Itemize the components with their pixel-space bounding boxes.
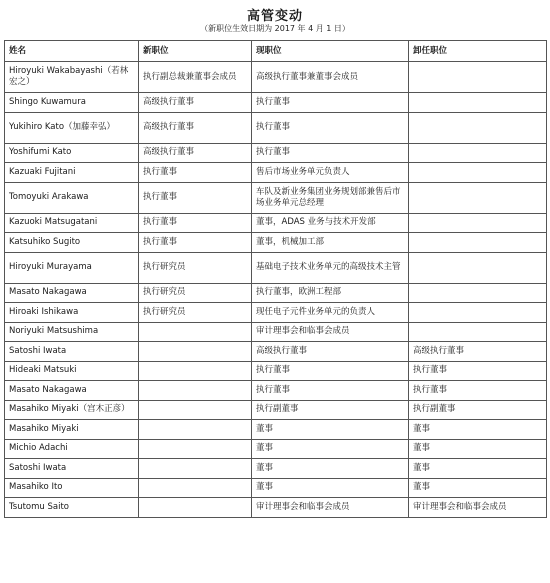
page-title: 高管变动 xyxy=(246,9,303,24)
cell-name: Masato Nakagawa xyxy=(5,283,139,303)
cell-former-position: 董事 xyxy=(409,439,547,459)
cell-current-position: 基础电子技术业务单元的高级技术主管 xyxy=(252,252,409,283)
table-row xyxy=(5,233,547,253)
cell-name: Tsutomu Saito xyxy=(5,498,139,518)
cell-former-position: 董事 xyxy=(409,478,547,498)
cell-new-position xyxy=(139,459,252,479)
executive-changes-table xyxy=(4,40,547,518)
cell-former-position xyxy=(409,62,547,93)
cell-former-position: 执行董事 xyxy=(409,381,547,401)
cell-former-position: 审计理事会和临事会成员 xyxy=(409,498,547,518)
cell-former-position xyxy=(409,252,547,283)
cell-current-position: 审计理事会和临事会成员 xyxy=(252,322,409,342)
cell-new-position: 高级执行董事 xyxy=(139,93,252,113)
cell-current-position: 车队及新业务集团业务规划部兼售后市场业务单元总经理 xyxy=(252,182,409,213)
table-row xyxy=(5,143,547,163)
table-row xyxy=(5,112,547,143)
cell-current-position: 董事 xyxy=(252,478,409,498)
table-row xyxy=(5,182,547,213)
table-row xyxy=(5,62,547,93)
cell-new-position xyxy=(139,342,252,362)
table-row xyxy=(5,439,547,459)
cell-current-position: 审计理事会和临事会成员 xyxy=(252,498,409,518)
cell-new-position xyxy=(139,361,252,381)
cell-current-position: 董事 xyxy=(252,439,409,459)
cell-new-position: 执行研究员 xyxy=(139,303,252,323)
cell-former-position xyxy=(409,303,547,323)
cell-current-position: 董事，机械加工部 xyxy=(252,233,409,253)
header-new-position: 新职位 xyxy=(139,41,252,62)
cell-name: Shingo Kuwamura xyxy=(5,93,139,113)
cell-former-position xyxy=(409,112,547,143)
cell-name: Kazuoki Matsugatani xyxy=(5,213,139,233)
header-current-position: 现职位 xyxy=(252,41,409,62)
page-subtitle: （新职位生效日期为 2017 年 4 月 1 日） xyxy=(200,24,350,33)
cell-former-position: 董事 xyxy=(409,420,547,440)
cell-former-position xyxy=(409,143,547,163)
cell-former-position: 董事 xyxy=(409,459,547,479)
table-row xyxy=(5,478,547,498)
cell-new-position: 高级执行董事 xyxy=(139,143,252,163)
cell-name: Hiroyuki Wakabayashi（若林宏之） xyxy=(5,62,139,93)
cell-name: Yoshifumi Kato xyxy=(5,143,139,163)
table-row xyxy=(5,322,547,342)
cell-former-position xyxy=(409,163,547,183)
cell-new-position: 高级执行董事 xyxy=(139,112,252,143)
table-row xyxy=(5,498,547,518)
cell-new-position: 执行董事 xyxy=(139,213,252,233)
cell-former-position: 执行副董事 xyxy=(409,400,547,420)
cell-name: Hiroyuki Murayama xyxy=(5,252,139,283)
table-row xyxy=(5,420,547,440)
cell-former-position xyxy=(409,233,547,253)
cell-current-position: 董事 xyxy=(252,420,409,440)
cell-new-position xyxy=(139,439,252,459)
cell-former-position xyxy=(409,213,547,233)
cell-current-position: 董事，ADAS 业务与技术开发部 xyxy=(252,213,409,233)
cell-new-position: 执行副总裁兼董事会成员 xyxy=(139,62,252,93)
cell-former-position xyxy=(409,182,547,213)
cell-name: Michio Adachi xyxy=(5,439,139,459)
cell-current-position: 执行董事 xyxy=(252,93,409,113)
table-row xyxy=(5,283,547,303)
table-row xyxy=(5,342,547,362)
table-row xyxy=(5,400,547,420)
cell-current-position: 执行董事，欧洲工程部 xyxy=(252,283,409,303)
cell-name: Tomoyuki Arakawa xyxy=(5,182,139,213)
table-row xyxy=(5,93,547,113)
table-row xyxy=(5,163,547,183)
table-row xyxy=(5,213,547,233)
cell-current-position: 高级执行董事 xyxy=(252,342,409,362)
cell-new-position: 执行董事 xyxy=(139,233,252,253)
header-name: 姓名 xyxy=(5,41,139,62)
cell-new-position: 执行研究员 xyxy=(139,283,252,303)
cell-new-position xyxy=(139,478,252,498)
cell-current-position: 执行副董事 xyxy=(252,400,409,420)
cell-former-position xyxy=(409,283,547,303)
cell-name: Masato Nakagawa xyxy=(5,381,139,401)
cell-new-position xyxy=(139,322,252,342)
cell-name: Satoshi Iwata xyxy=(5,459,139,479)
cell-new-position: 执行董事 xyxy=(139,163,252,183)
cell-name: Masahiko Miyaki（宫木正彦） xyxy=(5,400,139,420)
cell-new-position xyxy=(139,381,252,401)
cell-name: Hideaki Matsuki xyxy=(5,361,139,381)
cell-former-position: 执行董事 xyxy=(409,361,547,381)
cell-new-position: 执行研究员 xyxy=(139,252,252,283)
cell-former-position xyxy=(409,322,547,342)
cell-current-position: 现任电子元件业务单元的负责人 xyxy=(252,303,409,323)
cell-new-position: 执行董事 xyxy=(139,182,252,213)
cell-current-position: 执行董事 xyxy=(252,381,409,401)
cell-current-position: 执行董事 xyxy=(252,361,409,381)
cell-name: Noriyuki Matsushima xyxy=(5,322,139,342)
cell-current-position: 执行董事 xyxy=(252,112,409,143)
cell-name: Masahiko Ito xyxy=(5,478,139,498)
cell-new-position xyxy=(139,400,252,420)
cell-name: Satoshi Iwata xyxy=(5,342,139,362)
cell-name: Masahiko Miyaki xyxy=(5,420,139,440)
cell-current-position: 售后市场业务单元负责人 xyxy=(252,163,409,183)
table-header-row xyxy=(5,41,547,62)
table-row xyxy=(5,381,547,401)
cell-former-position: 高级执行董事 xyxy=(409,342,547,362)
cell-current-position: 执行董事 xyxy=(252,143,409,163)
table-row xyxy=(5,459,547,479)
cell-current-position: 董事 xyxy=(252,459,409,479)
cell-former-position xyxy=(409,93,547,113)
cell-name: Hiroaki Ishikawa xyxy=(5,303,139,323)
header-former-position: 卸任职位 xyxy=(409,41,547,62)
cell-name: Katsuhiko Sugito xyxy=(5,233,139,253)
table-row xyxy=(5,361,547,381)
cell-current-position: 高级执行董事兼董事会成员 xyxy=(252,62,409,93)
table-row xyxy=(5,252,547,283)
cell-new-position xyxy=(139,420,252,440)
cell-name: Kazuaki Fujitani xyxy=(5,163,139,183)
cell-new-position xyxy=(139,498,252,518)
cell-name: Yukihiro Kato（加藤幸弘） xyxy=(5,112,139,143)
table-row xyxy=(5,303,547,323)
